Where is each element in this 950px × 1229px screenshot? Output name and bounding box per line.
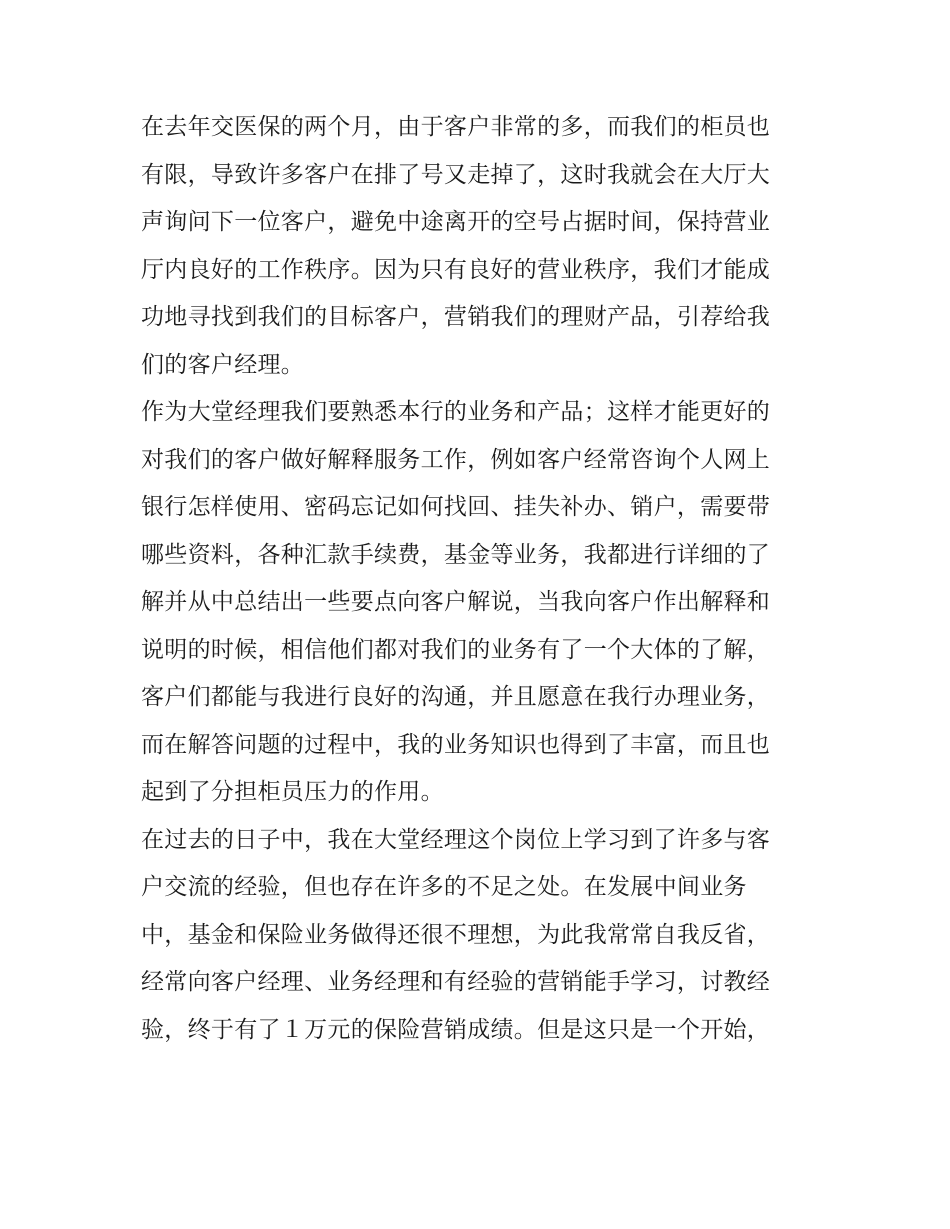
text-line-9: 银行怎样使用、密码忘记如何找回、挂失补办、销户，需要带 [141,494,771,520]
text-line-15: 起到了分担柜员压力的作用。 [141,779,444,805]
body-text [141,104,821,1054]
text-line-20: 验，终于有了１万元的保险营销成绩。但是这只是一个开始， [141,1016,771,1043]
text-line-17: 户交流的经验，但也存在许多的不足之处。在发展中间业务 [141,874,747,900]
text-line-18: 中，基金和保险业务做得还很不理想，为此我常常自我反省， [141,921,771,948]
text-line-10: 哪些资料，各种汇款手续费，基金等业务，我都进行详细的了 [141,541,771,568]
text-line-16: 在过去的日子中，我在大堂经理这个岗位上学习到了许多与客 [141,826,771,853]
text-line-5: 功地寻找到我们的目标客户，营销我们的理财产品，引荐给我 [141,304,771,330]
text-line-12: 说明的时候，相信他们都对我们的业务有了一个大体的了解， [141,636,771,663]
text-line-8: 对我们的客户做好解释服务工作，例如客户经常咨询个人网上 [141,446,771,473]
text-line-7: 作为大堂经理我们要熟悉本行的业务和产品；这样才能更好的 [141,399,771,425]
text-line-13: 客户们都能与我进行良好的沟通，并且愿意在我行办理业务， [141,684,771,710]
text-line-19: 经常向客户经理、业务经理和有经验的营销能手学习，讨教经 [141,969,771,995]
text-line-14: 而在解答问题的过程中，我的业务知识也得到了丰富，而且也 [141,731,771,758]
text-line-3: 声询问下一位客户，避免中途离开的空号占据时间，保持营业 [141,209,771,235]
text-line-1: 在去年交医保的两个月，由于客户非常的多，而我们的柜员也 [141,114,771,140]
text-line-6: 们的客户经理。 [141,351,305,378]
text-line-11: 解并从中总结出一些要点向客户解说，当我向客户作出解释和 [141,589,771,615]
text-line-4: 厅内良好的工作秩序。因为只有良好的营业秩序，我们才能成 [141,256,771,283]
text-line-2: 有限，导致许多客户在排了号又走掉了，这时我就会在大厅大 [141,161,771,188]
